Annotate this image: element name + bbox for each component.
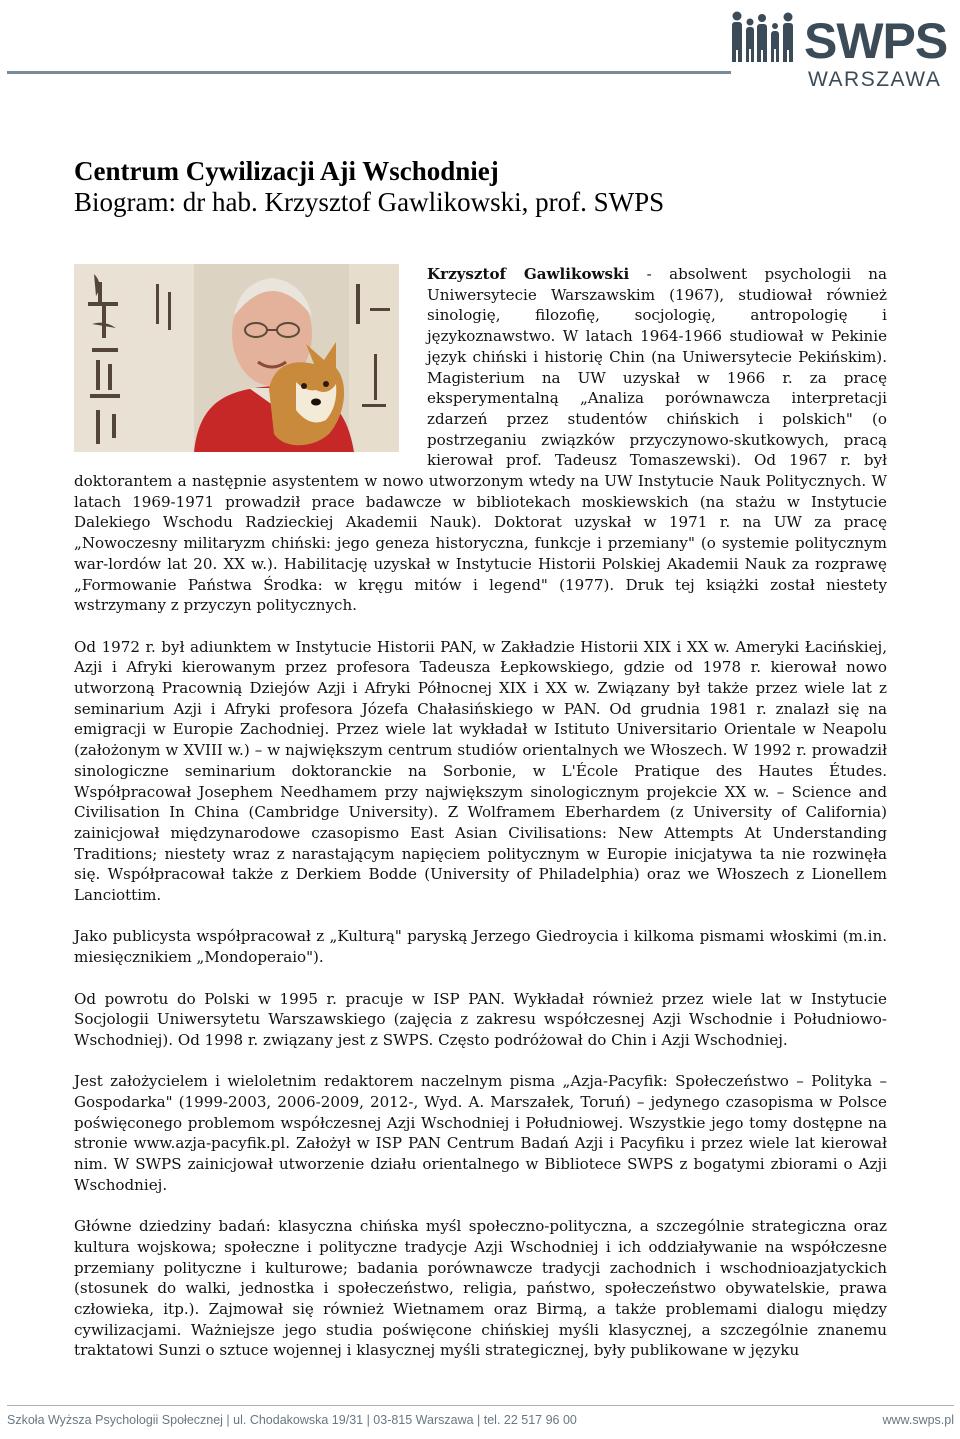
swps-logo [728,6,956,92]
logo-wordmark: SWPS [804,13,948,69]
biography-content [74,264,887,1382]
footer [7,1411,954,1431]
bio-paragraph-3: Jako publicysta współpracował z „Kulturą" paryską Jerzego Giedroycia i kilkoma pismami włoskimi (m.in. miesięcznikiem „Mondoperaio"). [74,927,887,967]
title-block [74,156,894,218]
page-subtitle: Biogram: dr hab. Krzysztof Gawlikowski, prof. SWPS [74,187,665,217]
bio-paragraph-1-text: - absolwent psychologii na Uniwersytecie Warszawskim (1967), studiował również sinologię, filozofię, socjologię, antropologię i językoznawstwo. W latach 1964-1966 studiował w Pekinie język chiński i historię Chin (na Uniwersytecie Pekińskim). Magisterium na UW uzyskał w 1966 r. za pracę eksperymentalną „Analiza porównawcza interpretacji zdarzeń przez studentów chińskich i polskich" (o postrzeganiu związków przyczynowo-skutkowych, pracą kierował prof. Tadeusz Tomaszewski). Od 1967 r. był doktorantem a następnie asystentem w nowo utworzonym wtedy na UW Instytucie Nauk Politycznych. W latach 1969-1971 prowadził prace badawcze w bibliotekach moskiewskich (na stażu w Instytucie Dalekiego Wschodu Radzieckiej Akademii Nauk). Doktorat uzyskał w 1971 r. na UW za pracę „Nowoczesny militaryzm chiński: jego geneza historyczna, funkcje i przemiany" (o systemie politycznym war-lordów lat 20. XX w.). Habilitację uzyskał w Instytucie Historii Polskiej Akademii Nauk za rozprawę „Formowanie Państwa Środka: w kręgu mitów i legend" (1977). Druk tej książki został niestety wstrzymany z przyczyn politycznych. [74,265,888,615]
bio-paragraph-2: Od 1972 r. był adiunktem w Instytucie Historii PAN, w Zakładzie Historii XIX i XX w. Ameryki Łacińskiej, Azji i Afryki kierowanym przez profesora Tadeusza Łepkowskiego, gdzie od 1978 r. kierował nowo utworzoną Pracownią Dziejów Azji i Afryki Północnej XIX i XX w. Związany był także przez wiele lat z seminarium Azji i Afryki profesora Józefa Chałasińskiego w PAN. Od grudnia 1981 r. znalazł się na emigracji w Europie Zachodniej. Przez wiele lat wykładał w Istituto Universitario Orientale w Neapolu (założonym w XVIII w.) – w największym centrum studiów orientalnych we Włoszech. W 1992 r. prowadził sinologiczne seminarium doktoranckie na Sorbonie, w L'École Pratique des Hautes Études. Współpracował Josephem Needhamem przy największym sinologicznym projekcie XX w. – Science and Civilisation In China (Cambridge University). Z Wolframem Eberhardem (z University of California) zainicjował międzynarodowe czasopismo East Asian Civilisations: New Attempts At Understanding Traditions; niestety wraz z narastającym napięciem politycznym w Europie inicjatywa ta nie rozwinęła się. Współpracował także z Derkiem Bodde (University of Philadelphia) oraz we Włoszech z Lionellem Lanciottim. [74,637,887,905]
footer-divider [7,1405,954,1406]
logo-subtext: WARSZAWA [808,68,942,91]
bio-paragraph-6: Główne dziedziny badań: klasyczna chińska myśl społeczno-polityczna, a szczególnie strategiczna oraz kultura wojskowa; społeczne i polityczne tradycje Azji Wschodniej i ich oddziaływanie na współczesne przemiany polityczne i kulturowe; badania porównawcze tradycji zachodnich i wschodnioazjatyckich (stosunek do walki, jednostka i społeczeństwo, religia, państwo, społeczeństwo obywatelskie, prawa człowieka, itp.). Zajmował się również Wietnamem oraz Birmą, a także problemami dialogu między cywilizacjami. Ważniejsze jego studia poświęcone chińskiej myśli klasycznej, a szczególnie znanemu traktatowi Sunzi o sztuce wojennej i klasycznej myśli strategicznej, były publikowane w języku [74,1217,887,1360]
footer-address: Szkoła Wyższa Psychologii Społecznej | ul. Chodakowska 19/31 | 03-815 Warszawa | tel. 22 517 96 00 [7,1413,577,1427]
portrait-photo [74,264,399,452]
footer-website-link[interactable]: www.swps.pl [882,1413,954,1427]
bio-paragraph-5: Jest założycielem i wieloletnim redaktorem naczelnym pisma „Azja-Pacyfik: Społeczeństwo – Polityka – Gospodarka" (1999-2003, 2006-2009, 2012-, Wyd. A. Marszałek, Toruń) – jedynego czasopisma w Polsce poświęconego problemom współczesnej Azji Wschodniej i Południowej. Wszystkie jego tomy dostępne na stronie www.azja-pacyfik.pl. Założył w ISP PAN Centrum Badań Azji i Pacyfiku i przez wiele lat kierował nim. W SWPS zainicjował utworzenie działu orientalnego w Bibliotece SWPS z bogatymi zbiorami o Azji Wschodniej. [74,1072,887,1194]
bio-paragraph-4: Od powrotu do Polski w 1995 r. pracuje w ISP PAN. Wykładał również przez wiele lat w Instytucie Socjologii Uniwersytetu Warszawskiego (zajęcia z zakresu współczesnej Azji Wschodnie i Południowo-Wschodniej). Od 1998 r. związany jest z SWPS. Często podróżował do Chin i Azji Wschodniej. [74,989,887,1049]
bio-person-name: Krzysztof Gawlikowski [427,265,630,283]
people-silhouettes-icon [732,12,793,63]
header-divider [7,71,731,74]
page-title: Centrum Cywilizacji Aji Wschodniej [74,156,499,186]
